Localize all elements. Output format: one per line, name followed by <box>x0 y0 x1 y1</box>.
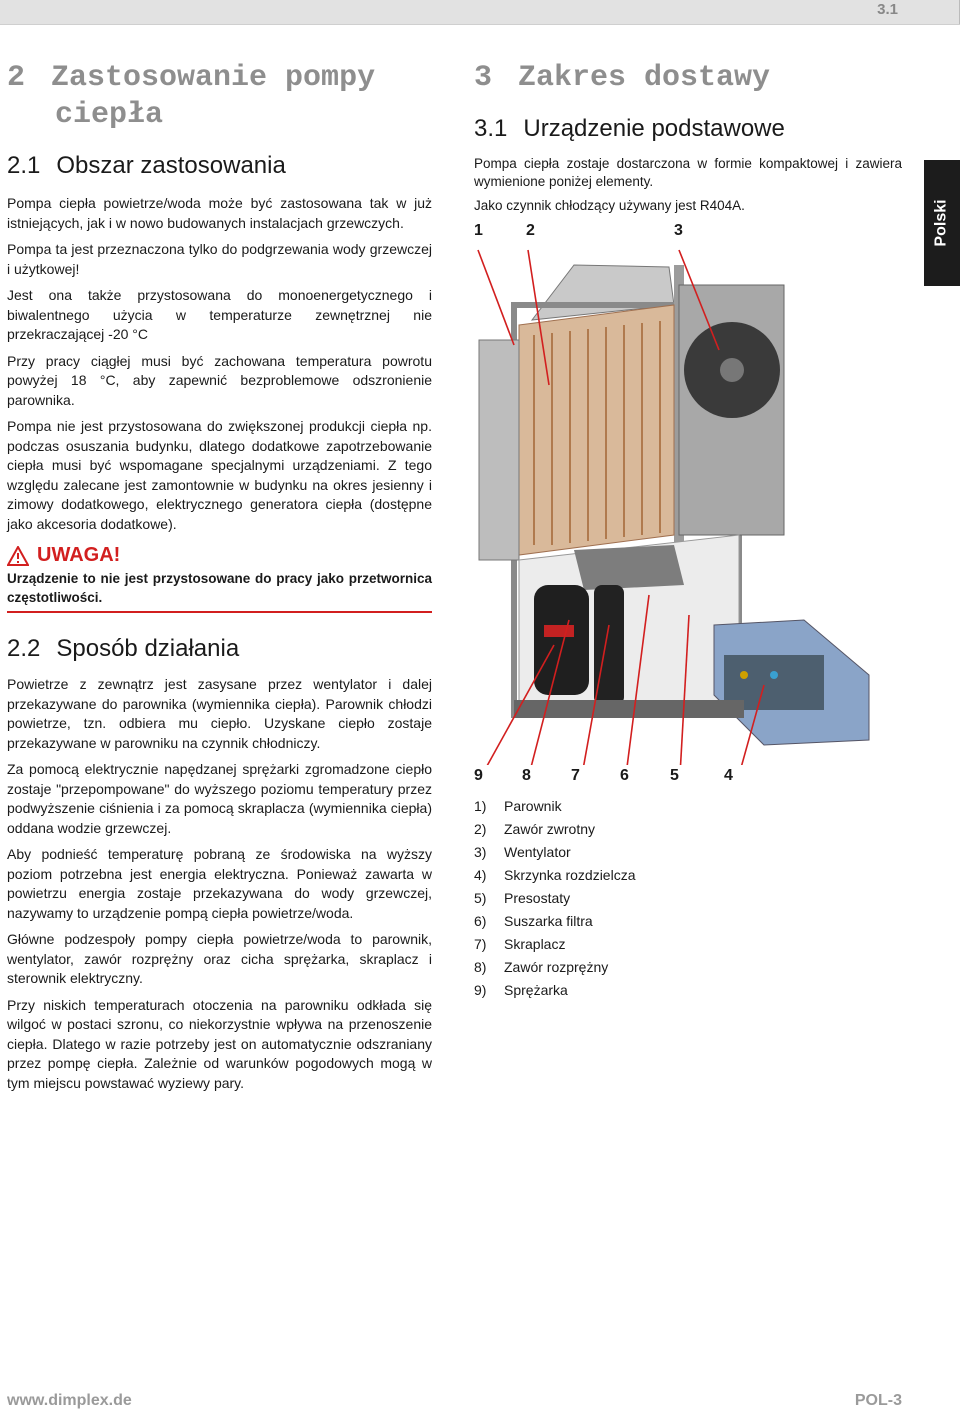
list-item: 6) Suszarka filtra <box>474 913 593 929</box>
top-bar <box>0 0 960 25</box>
paragraph: Pompa ta jest przeznaczona tylko do podgrzewania wody grzewczej i użytkowej! <box>7 241 432 277</box>
heading-section-2 <box>7 60 432 134</box>
parts-list <box>474 795 636 1002</box>
heading-number: 2.1 <box>7 152 41 179</box>
warning-triangle-icon <box>7 546 29 566</box>
heading-title: Urządzenie podstawowe <box>523 115 785 142</box>
list-item: 1) Parownik <box>474 798 562 814</box>
callout-number: 7 <box>571 767 580 784</box>
heading-number: 3 <box>474 61 493 95</box>
right-column <box>474 60 902 998</box>
language-tab-label: Polski <box>933 199 951 247</box>
warning-box <box>7 544 432 613</box>
paragraph: Aby podnieść temperaturę pobraną ze środowiska na wyższy poziom potrzebna jest energia elektryczna. Ponieważ zawarta w powietrzu energia zostaje przekazywana do wody grzewczej, nazywamy to urządzenie pompą ciepła powietrze/woda. <box>7 846 432 921</box>
paragraph: Główne podzespoły pompy ciepła powietrze/woda to parownik, wentylator, zawór rozprężny oraz cicha sprężarka, skraplacz i sterownik elektryczny. <box>7 931 432 986</box>
paragraph: Przy pracy ciągłej musi być zachowana temperatura powrotu powyżej 18 °C, aby zapewnić bezproblemowe odszronienie parownika. <box>7 352 432 408</box>
paragraph: Pompa nie jest przystosowana do zwiększonej produkcji ciepła np. podczas osuszania budynku, dlatego dodatkowe zapotrzebowanie ciepła musi być wspomagane specjalnymi urządzeniami. Z tego względu zalecane jest zamontownie w budynku na okres jesienny i zimowy dodatkowego, elektrycznego generatora ciepła (dostępne jako akcesoria dodatkowe). <box>7 418 432 532</box>
paragraph: Pompa ciepła zostaje dostarczona w formie kompaktowej i zawiera wymienione poniżej elementy. <box>474 156 902 189</box>
section-number: 3.1 <box>877 1 898 18</box>
heading-number: 2.2 <box>7 635 41 662</box>
list-item: 3) Wentylator <box>474 844 571 860</box>
list-item: 2) Zawór zwrotny <box>474 821 596 837</box>
heading-title-line2: ciepła <box>55 98 164 132</box>
footer-url-link[interactable]: www.dimplex.de <box>7 1392 132 1409</box>
warning-header <box>7 544 432 567</box>
heading-title: Sposób działania <box>56 635 240 662</box>
paragraph: Powietrze z zewnątrz jest zasysane przez wentylator i dalej przekazywane do parownika (wymiennika ciepła). Parownik chłodzi powietrze, tzn. odbiera mu ciepło. Uzyskane ciepło zostaje przekazywane w parowniku na czynnik chłodniczy. <box>7 676 432 751</box>
callouts-top <box>474 222 902 240</box>
heading-number: 2 <box>7 61 26 95</box>
paragraph: Pompa ciepła powietrze/woda może być zastosowana tak w już istniejących, jak i w nowo budowanych instalacjach grzewczych. <box>7 195 432 231</box>
language-tab[interactable] <box>924 160 960 286</box>
heading-title: Zakres dostawy <box>518 61 771 95</box>
paragraph: Przy niskich temperaturach otoczenia na parowniku odkłada się wilgoć w postaci szronu, co niekorzystnie wpływa na przenoszenie ciepła. Dlatego w razie potrzeby jest on automatycznie odszraniany przez pompę ciepła. Zależnie od warunków pogodowych mogą w tym miejscu powstawać wyziewy pary. <box>7 996 432 1091</box>
heading-section-2-1 <box>7 152 432 180</box>
page-number: POL-3 <box>854 1392 902 1409</box>
heading-title: Obszar zastosowania <box>56 152 286 179</box>
list-item: 5) Presostaty <box>474 890 571 906</box>
heat-pump-photo <box>474 245 902 765</box>
callout-number: 1 <box>474 222 483 239</box>
callout-number: 2 <box>526 222 535 239</box>
callout-number: 5 <box>670 767 679 784</box>
heading-title-line1: Zastosowanie pompy <box>51 61 376 95</box>
heat-pump-illustration <box>474 245 902 765</box>
list-item: 8) Zawór rozprężny <box>474 959 609 975</box>
left-column <box>7 60 432 1100</box>
callout-number: 9 <box>474 767 483 784</box>
footer <box>7 1388 902 1412</box>
list-item: 4) Skrzynka rozdzielcza <box>474 867 636 883</box>
heading-section-2-2 <box>7 635 432 663</box>
paragraph: Jest ona także przystosowana do monoenergetycznego i biwalentnego użycia w temperaturze zewnętrznej nie przekraczającej -20 °C <box>7 287 432 342</box>
paragraph: Jako czynnik chłodzący używany jest R404A. <box>474 198 745 213</box>
callout-number: 8 <box>522 767 531 784</box>
list-item: 7) Skraplacz <box>474 936 566 952</box>
list-item: 9) Sprężarka <box>474 982 568 998</box>
callout-number: 6 <box>620 767 629 784</box>
warning-title: UWAGA! <box>37 544 121 566</box>
heading-section-3 <box>474 60 902 97</box>
warning-text: Urządzenie to nie jest przystosowane do pracy jako przetwornica częstotliwości. <box>7 571 432 605</box>
paragraph: Za pomocą elektrycznie napędzanej sprężarki zgromadzone ciepło zostaje "przepompowane" do wyższego poziomu temperatury przez podwyższenie ciśnienia i za pomocą skraplacza (wymiennika ciepła) oddana wodzie grzewczej. <box>7 761 432 836</box>
heading-section-3-1 <box>474 115 902 143</box>
callout-number: 3 <box>674 222 683 239</box>
heading-number: 3.1 <box>474 115 508 142</box>
callout-number: 4 <box>724 767 733 784</box>
